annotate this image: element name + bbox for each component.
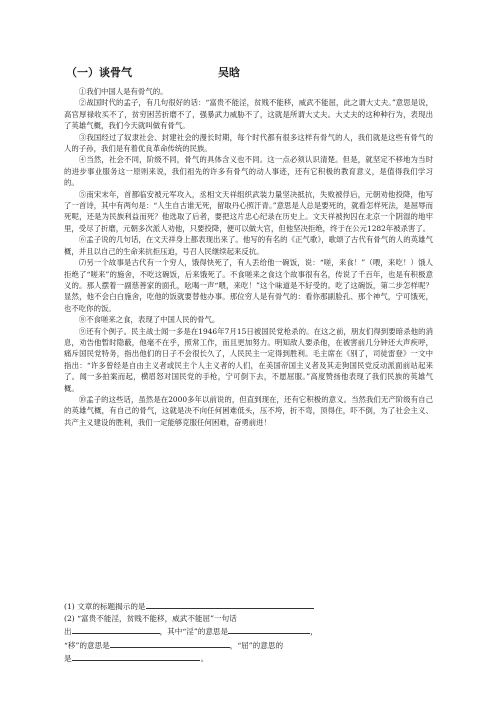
question-2-prefix: 出 xyxy=(64,627,72,637)
question-2-yin-prompt: ，其中“淫”的意思是 xyxy=(159,627,229,637)
answer-blank-source[interactable] xyxy=(72,624,160,634)
question-2-shi: 是 xyxy=(64,654,72,664)
question-2-line-3 xyxy=(64,638,433,652)
answer-blank-yi[interactable] xyxy=(110,638,230,648)
question-2-text: (2) “富贵不能淫，贫贱不能移，威武不能屈”一句话 xyxy=(64,613,237,623)
question-2 xyxy=(64,613,433,625)
question-2-line-2 xyxy=(64,624,433,638)
heading xyxy=(66,66,240,80)
answer-blank-yin[interactable] xyxy=(228,624,310,634)
paragraph-3: ③我国经过了奴隶社会、封建社会的漫长时期，每个时代都有很多这样有骨气的人，我们就是这些有骨气的人的子孙，我们是有着优良革命传统的民族。 xyxy=(64,132,433,154)
question-2-period: 。 xyxy=(200,654,209,664)
question-2-comma: ， xyxy=(310,627,318,637)
paragraph-2: ②战国时代的孟子，有几句很好的话：“富贵不能淫，贫贱不能移，威武不能屈，此之谓大丈夫。”意思是说，高官厚禄收买不了，贫穷困苦折磨不了，强暴武力威胁不了，这就是所谓大丈夫。大丈夫的这种种行为，表现出了英雄气概，我们今天就叫做有骨气。 xyxy=(64,98,433,131)
paragraph-4: ④当然，社会不同，阶级不同，骨气的具体含义也不同。这一点必须认识清楚。但是，就坚定不移地为当时的进步事业服务这一原则来说，我们祖先的许多有骨气的动人事迹，还有它积极的教育意义，是值得我们学习的。 xyxy=(64,155,433,188)
paragraph-1: ①我们中国人是有骨气的。 xyxy=(78,87,168,96)
paragraph-5: ⑤南宋末年，首都临安被元军攻入，丞相文天祥组织武装力量坚决抵抗，失败被俘后，元朝劝他投降，他写了一首诗，其中有两句是：“人生自古谁无死，留取丹心照汗青。”意思是人总是要死的，就看怎样死法，是屈辱而死呢，还是为民族利益而死？他选取了后者，要把这片忠心纪录在历史上。文天祥被拘囚在北京一个阴湿的地牢里，受尽了折磨，元朝多次派人劝他，只要投降，便可以做大官，但他坚决拒绝，终于在公元1282年被杀害了。 xyxy=(64,189,433,233)
question-1-text: (1) 文章的标题揭示的是 xyxy=(64,602,146,611)
paragraph-8: ⑧不食嗟来之食，表现了中国人民的骨气。 xyxy=(78,315,220,325)
paragraph-9: ⑨还有个例子。民主战士闻一多是在1946年7月15日被国民党枪杀的。在这之前，朋友们得到要暗杀他的消息，劝告他暂时隐蔽，他毫不在乎，照常工作，而且更加努力。明知敌人要杀他，在被害前几分钟还大声疾呼，痛斥国民党特务，指出他们的日子不会很长久了，人民民主一定得到胜利。毛主席在《别了，司徒雷登》一文中指出：“许多曾经是自由主义者或民主个人主义者的人们，在美国帝国主义者及其走狗国民党反动派面前站起来了。闻一多拍案而起，横眉怒对国民党的手枪，宁可倒下去，不愿屈服。”高度赞扬他表现了我们民族的英雄气概。 xyxy=(64,326,433,393)
paragraph-6: ⑥孟子说的几句话，在文天祥身上都表现出来了。他写的有名的《正气歌》，歌颂了古代有骨气的人的英雄气概，并且以自己的生命来抗拒压迫，号召人民继续起来反抗。 xyxy=(64,235,433,256)
paragraph-10: ⑩孟子的这些话，虽然是在2000多年以前说的，但直到现在，还有它积极的意义。当然我们无产阶级有自己的英雄气概，有自己的骨气，这就是决不向任何困难低头，压不垮，折不弯，顶得住，吓不倒，为了社会主义、共产主义建设的胜利，我们一定能够克服任何困难，奋勇前进！ xyxy=(64,394,433,427)
question-1 xyxy=(64,599,433,613)
answer-blank-1[interactable] xyxy=(146,599,314,609)
essay-author: 吴晗 xyxy=(218,66,240,79)
paragraph-7: ⑺另一个故事是古代有一个穷人，饿得快死了，有人丢给他一碗饭，说：“嗟，来食！”（喂，来吃！）饿人拒绝了“嗟来”的施舍，不吃这碗饭，后来饿死了。不食嗟来之食这个故事很有名，传说了千百年，也是有积极意义的。那人摆着一副慈善家的面孔，吆喝一声“喂，来吃！”这个味道是不好受的。吃了这碗饭，第二步怎样呢？显然，他不会白白施舍，吃他的饭就要替他办事。那位穷人是有骨气的：看你那副脸孔、那个神气，宁可饿死，也不吃你的饭。 xyxy=(64,258,433,313)
question-2-line-4 xyxy=(64,651,433,665)
question-2-yi-prompt: “移”的意思是 xyxy=(64,640,110,650)
question-2-qu-prompt: ，“屈”的意思的 xyxy=(229,640,284,650)
essay-body xyxy=(64,86,433,428)
answer-blank-qu[interactable] xyxy=(72,651,200,661)
questions-section xyxy=(64,599,433,665)
essay-title: （一）谈骨气 xyxy=(66,66,132,79)
